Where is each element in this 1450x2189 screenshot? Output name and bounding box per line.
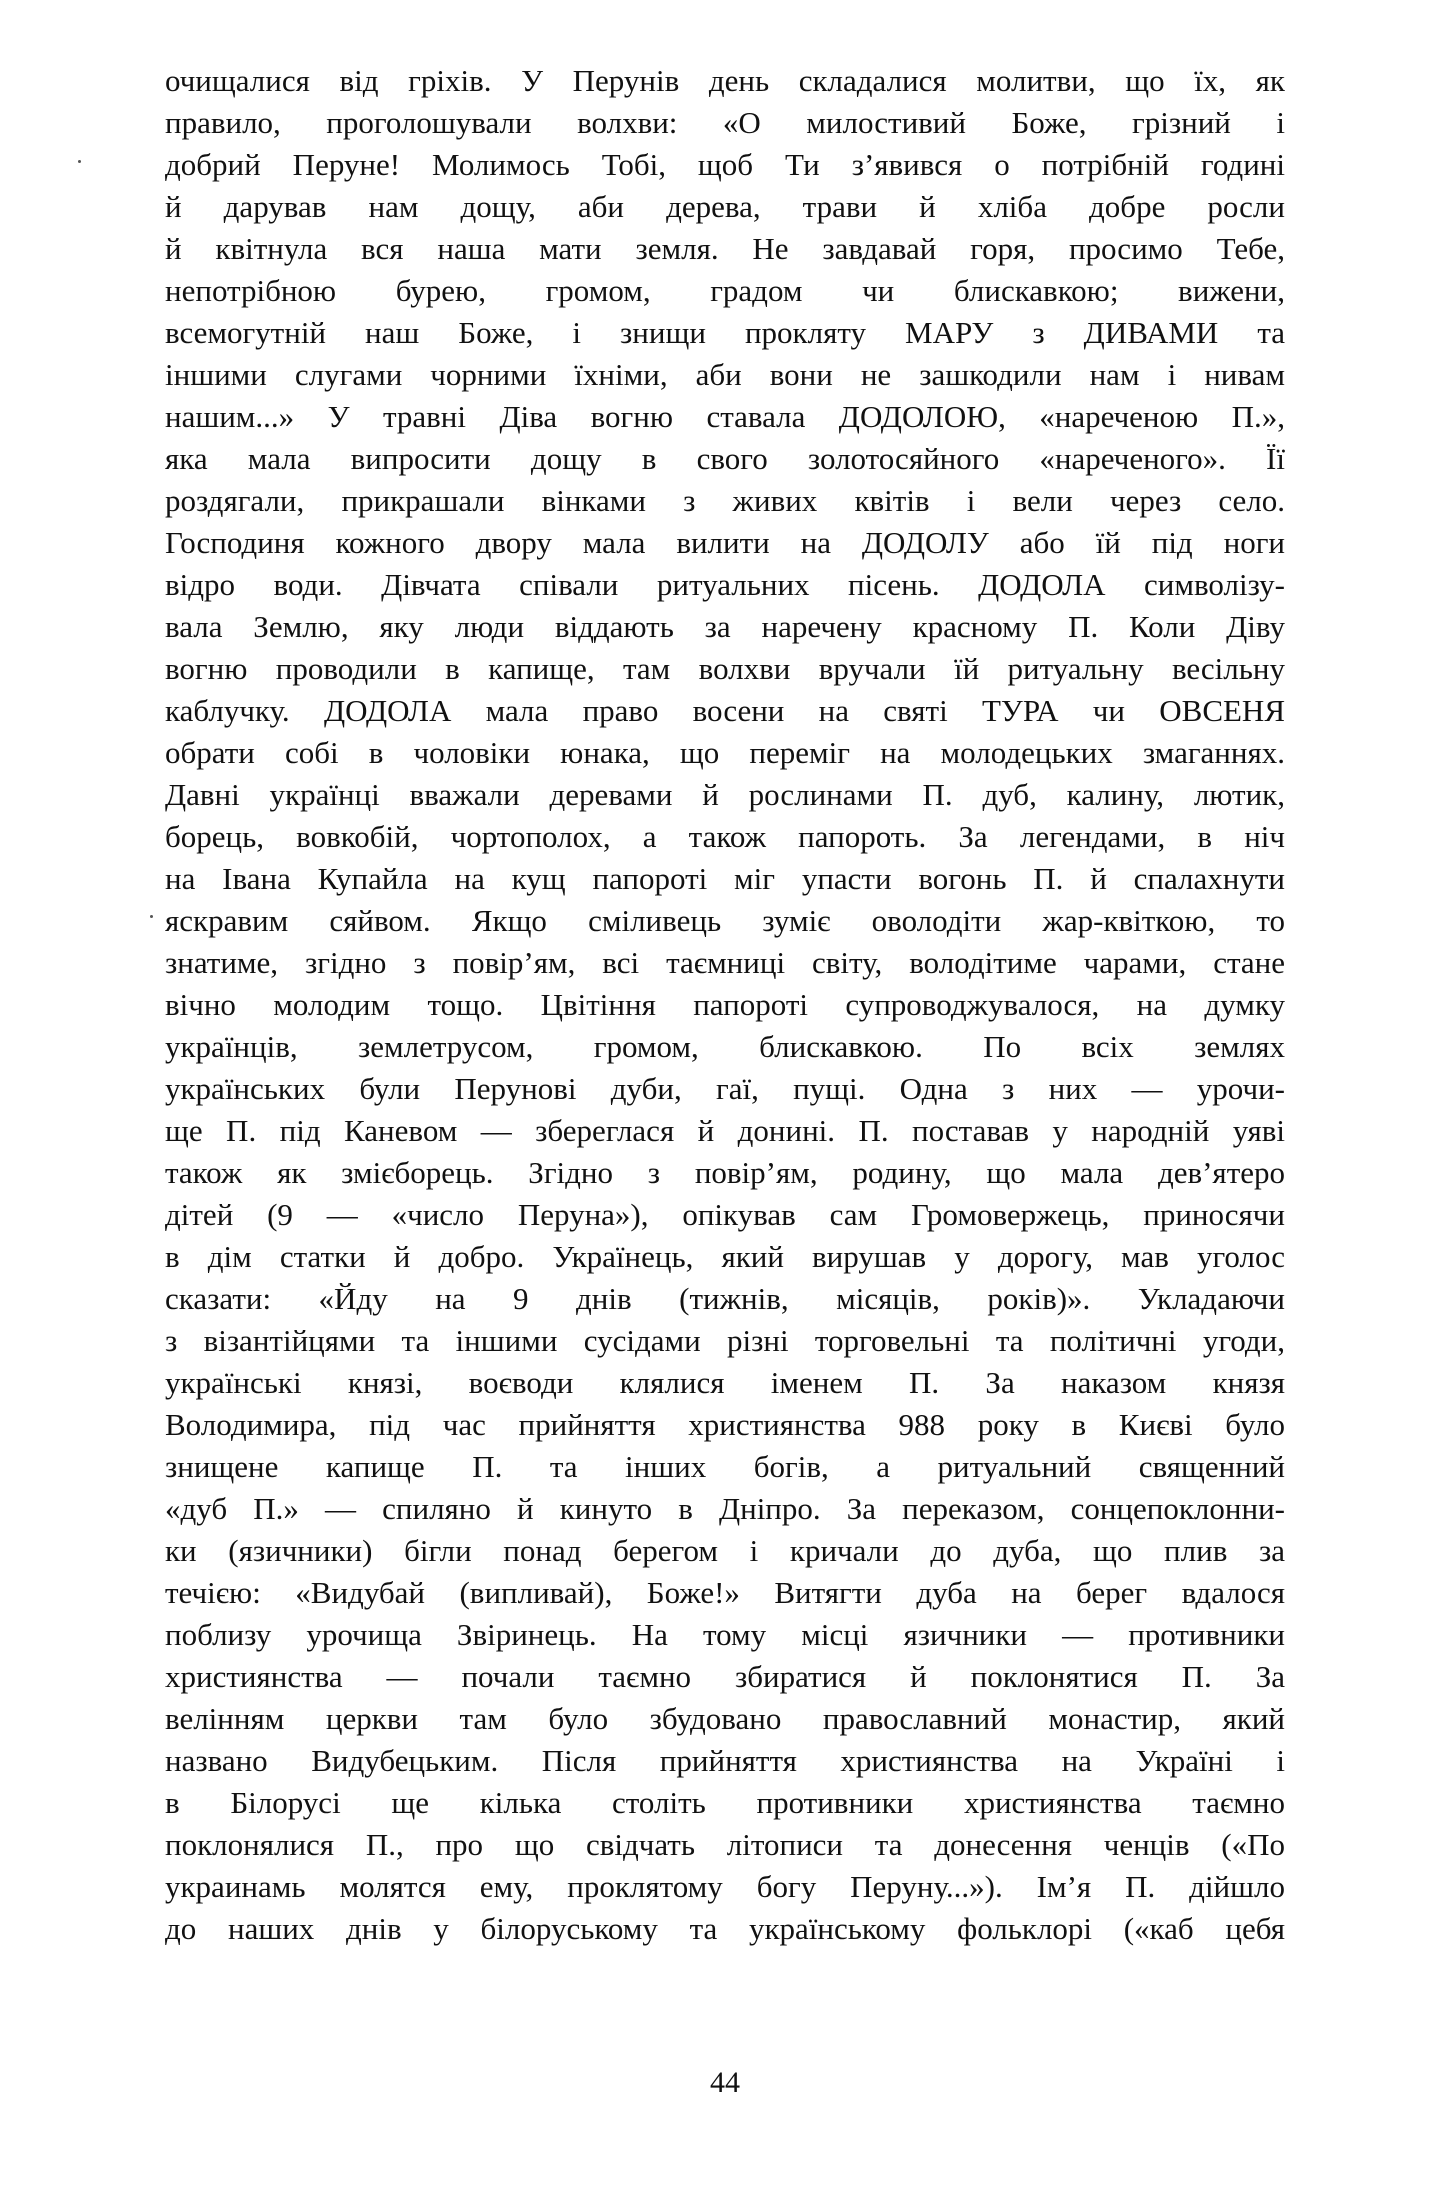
text-line: до наших днів у білоруському та українському фольклорі («каб цебя (165, 1911, 1285, 1946)
text-line: українські князі, воєводи клялися іменем П. За наказом князя (165, 1365, 1285, 1400)
text-line: з візантійцями та іншими сусідами різні торговельні та політичні угоди, (165, 1323, 1285, 1358)
text-line: яка мала випросити дощу в свого золотосяйного «нареченого». Її (165, 441, 1285, 476)
text-line: дітей (9 — «число Перуна»), опікував сам Громовержець, приносячи (165, 1197, 1285, 1232)
text-line: обрати собі в чоловіки юнака, що переміг на молодецьких змаганнях. (165, 735, 1285, 770)
text-line: українців, землетрусом, громом, блискавкою. По всіх землях (165, 1029, 1285, 1064)
text-line: знищене капище П. та інших богів, а ритуальний священний (165, 1449, 1285, 1484)
text-line: на Івана Купайла на кущ папороті міг упасти вогонь П. й спалахнути (165, 861, 1285, 896)
text-line: й дарував нам дощу, аби дерева, трави й хліба добре росли (165, 189, 1285, 224)
text-line: іншими слугами чорними їхніми, аби вони не зашкодили нам і нивам (165, 357, 1285, 392)
text-line: Господиня кожного двору мала вилити на ДОДОЛУ або їй під ноги (165, 525, 1285, 560)
text-line: Давні українці вважали деревами й рослинами П. дуб, калину, лютик, (165, 777, 1285, 812)
text-line: каблучку. ДОДОЛА мала право восени на святі ТУРА чи ОВСЕНЯ (165, 693, 1285, 728)
scan-speck (78, 160, 81, 163)
text-line: роздягали, прикрашали вінками з живих квітів і вели через село. (165, 483, 1285, 518)
text-line: непотрібною бурею, громом, градом чи блискавкою; вижени, (165, 273, 1285, 308)
text-line: добрий Перуне! Молимось Тобі, щоб Ти з’явився о потрібній годині (165, 147, 1285, 182)
text-line: правило, проголошували волхви: «О милостивий Боже, грізний і (165, 105, 1285, 140)
text-line: ки (язичники) бігли понад берегом і кричали до дуба, що плив за (165, 1533, 1285, 1568)
body-text (165, 60, 1285, 1950)
text-line: очищалися від гріхів. У Перунів день складалися молитви, що їх, як (165, 63, 1285, 98)
text-line: всемогутній наш Боже, і знищи прокляту МАРУ з ДИВАМИ та (165, 315, 1285, 350)
text-line: в дім статки й добро. Українець, який вирушав у дорогу, мав уголос (165, 1239, 1285, 1274)
text-line: «дуб П.» — спиляно й кинуто в Дніпро. За переказом, сонцепоклонни- (165, 1491, 1285, 1526)
text-line: знатиме, згідно з повір’ям, всі таємниці світу, володітиме чарами, стане (165, 945, 1285, 980)
text-line: названо Видубецьким. Після прийняття християнства на Україні і (165, 1743, 1285, 1778)
text-line: поклонялися П., про що свідчать літописи та донесення ченців («По (165, 1827, 1285, 1862)
text-line: нашим...» У травні Діва вогню ставала ДОДОЛОЮ, «нареченою П.», (165, 399, 1285, 434)
text-line: українських були Перунові дуби, гаї, пущі. Одна з них — урочи- (165, 1071, 1285, 1106)
page-number: 44 (710, 2066, 740, 2099)
text-line: відро води. Дівчата співали ритуальних пісень. ДОДОЛА символізу- (165, 567, 1285, 602)
text-line: в Білорусі ще кілька століть противники християнства таємно (165, 1785, 1285, 1820)
text-line: вала Землю, яку люди віддають за наречену красному П. Коли Діву (165, 609, 1285, 644)
text-line: Володимира, під час прийняття християнства 988 року в Києві було (165, 1407, 1285, 1442)
text-line: украинамь молятся ему, проклятому богу Перуну...»). Ім’я П. дійшло (165, 1869, 1285, 1904)
text-line: поблизу урочища Звіринець. На тому місці язичники — противники (165, 1617, 1285, 1652)
text-line: яскравим сяйвом. Якщо сміливець зуміє оволодіти жар-квіткою, то (165, 903, 1285, 938)
text-line: й квітнула вся наша мати земля. Не завдавай горя, просимо Тебе, (165, 231, 1285, 266)
scan-speck (150, 915, 153, 918)
text-line: течією: «Видубай (випливай), Боже!» Витягти дуба на берег вдалося (165, 1575, 1285, 1610)
text-line: християнства — почали таємно збиратися й поклонятися П. За (165, 1659, 1285, 1694)
text-line: вогню проводили в капище, там волхви вручали їй ритуальну весільну (165, 651, 1285, 686)
text-line: також як змієборець. Згідно з повір’ям, родину, що мала дев’ятеро (165, 1155, 1285, 1190)
text-line: велінням церкви там було збудовано православний монастир, який (165, 1701, 1285, 1736)
text-line: борець, вовкобій, чортополох, а також папороть. За легендами, в ніч (165, 819, 1285, 854)
text-line: сказати: «Йду на 9 днів (тижнів, місяців, років)». Укладаючи (165, 1281, 1285, 1316)
text-line: ще П. під Каневом — збереглася й донині. П. поставав у народній уяві (165, 1113, 1285, 1148)
text-line: вічно молодим тощо. Цвітіння папороті супроводжувалося, на думку (165, 987, 1285, 1022)
